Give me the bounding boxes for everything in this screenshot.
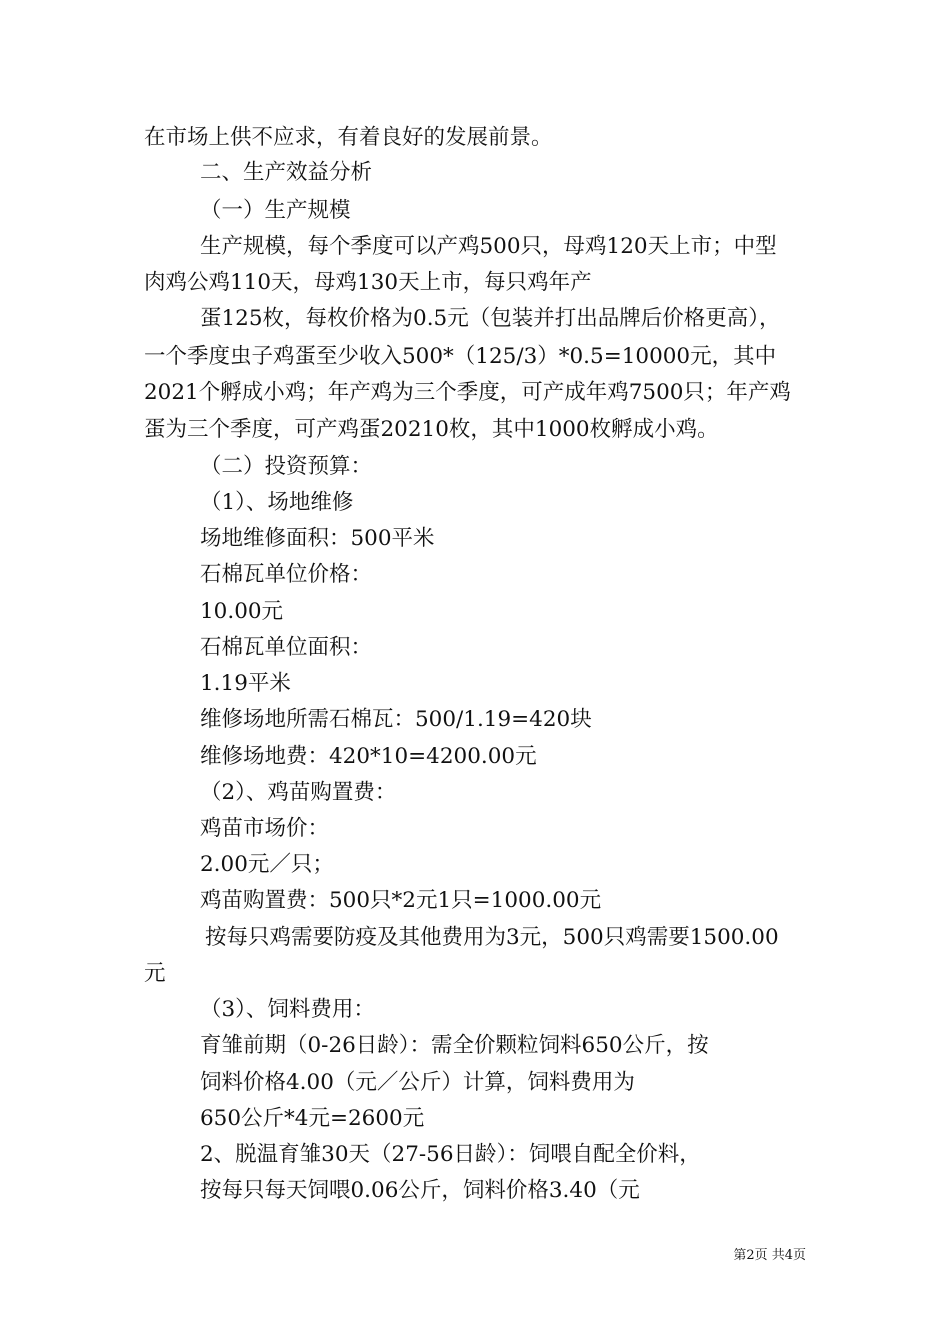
text-line: 蛋125枚，每枚价格为0.5元（包装并打出品牌后价格更高）， bbox=[200, 306, 781, 331]
text-line: 按每只鸡需要防疫及其他费用为3元，500只鸡需要1500.00 bbox=[205, 925, 779, 950]
text-line: 石棉瓦单位价格： bbox=[200, 562, 373, 587]
text-line: 维修场地所需石棉瓦：500/1.19=420块 bbox=[200, 707, 592, 732]
item-heading: （2）、鸡苗购置费： bbox=[200, 780, 397, 805]
text-line: 石棉瓦单位面积： bbox=[200, 635, 373, 660]
text-line: 在市场上供不应求，有着良好的发展前景。 bbox=[144, 125, 553, 150]
text-line: 饲料价格4.00（元／公斤）计算，饲料费用为 bbox=[200, 1070, 635, 1095]
text-line: 10.00元 bbox=[200, 599, 284, 624]
item-heading: （1）、场地维修 bbox=[200, 490, 354, 515]
text-line: 生产规模，每个季度可以产鸡500只，母鸡120天上市；中型 bbox=[200, 234, 777, 259]
text-line: 维修场地费：420*10=4200.00元 bbox=[200, 744, 537, 769]
text-line: 场地维修面积：500平米 bbox=[200, 526, 435, 551]
text-line: 按每只每天饲喂0.06公斤，饲料价格3.40（元 bbox=[200, 1178, 640, 1203]
text-line: 2021个孵成小鸡；年产鸡为三个季度，可产成年鸡7500只；年产鸡 bbox=[144, 380, 791, 405]
text-line: 1.19平米 bbox=[200, 671, 291, 696]
text-line: 肉鸡公鸡110天，母鸡130天上市，每只鸡年产 bbox=[144, 270, 592, 295]
text-line: 2.00元／只； bbox=[200, 852, 334, 877]
subsection-heading: （一）生产规模 bbox=[200, 198, 351, 223]
item-heading: （3）、饲料费用： bbox=[200, 997, 375, 1022]
text-line: 元 bbox=[144, 961, 166, 986]
page-footer: 第2页 共4页 bbox=[733, 1248, 806, 1263]
subsection-heading: （二）投资预算： bbox=[200, 454, 373, 479]
text-line: 650公斤*4元=2600元 bbox=[200, 1106, 425, 1131]
section-heading: 二、生产效益分析 bbox=[200, 160, 373, 185]
text-line: 育雏前期（0-26日龄）：需全价颗粒饲料650公斤，按 bbox=[200, 1033, 709, 1058]
text-line: 一个季度虫子鸡蛋至少收入500*（125/3）*0.5=10000元，其中 bbox=[144, 344, 777, 369]
text-line: 2、脱温育雏30天（27-56日龄）：饲喂自配全价料， bbox=[200, 1142, 701, 1167]
text-line: 鸡苗购置费：500只*2元1只=1000.00元 bbox=[200, 888, 602, 913]
text-line: 蛋为三个季度，可产鸡蛋20210枚，其中1000枚孵成小鸡。 bbox=[144, 417, 719, 442]
text-line: 鸡苗市场价： bbox=[200, 816, 330, 841]
